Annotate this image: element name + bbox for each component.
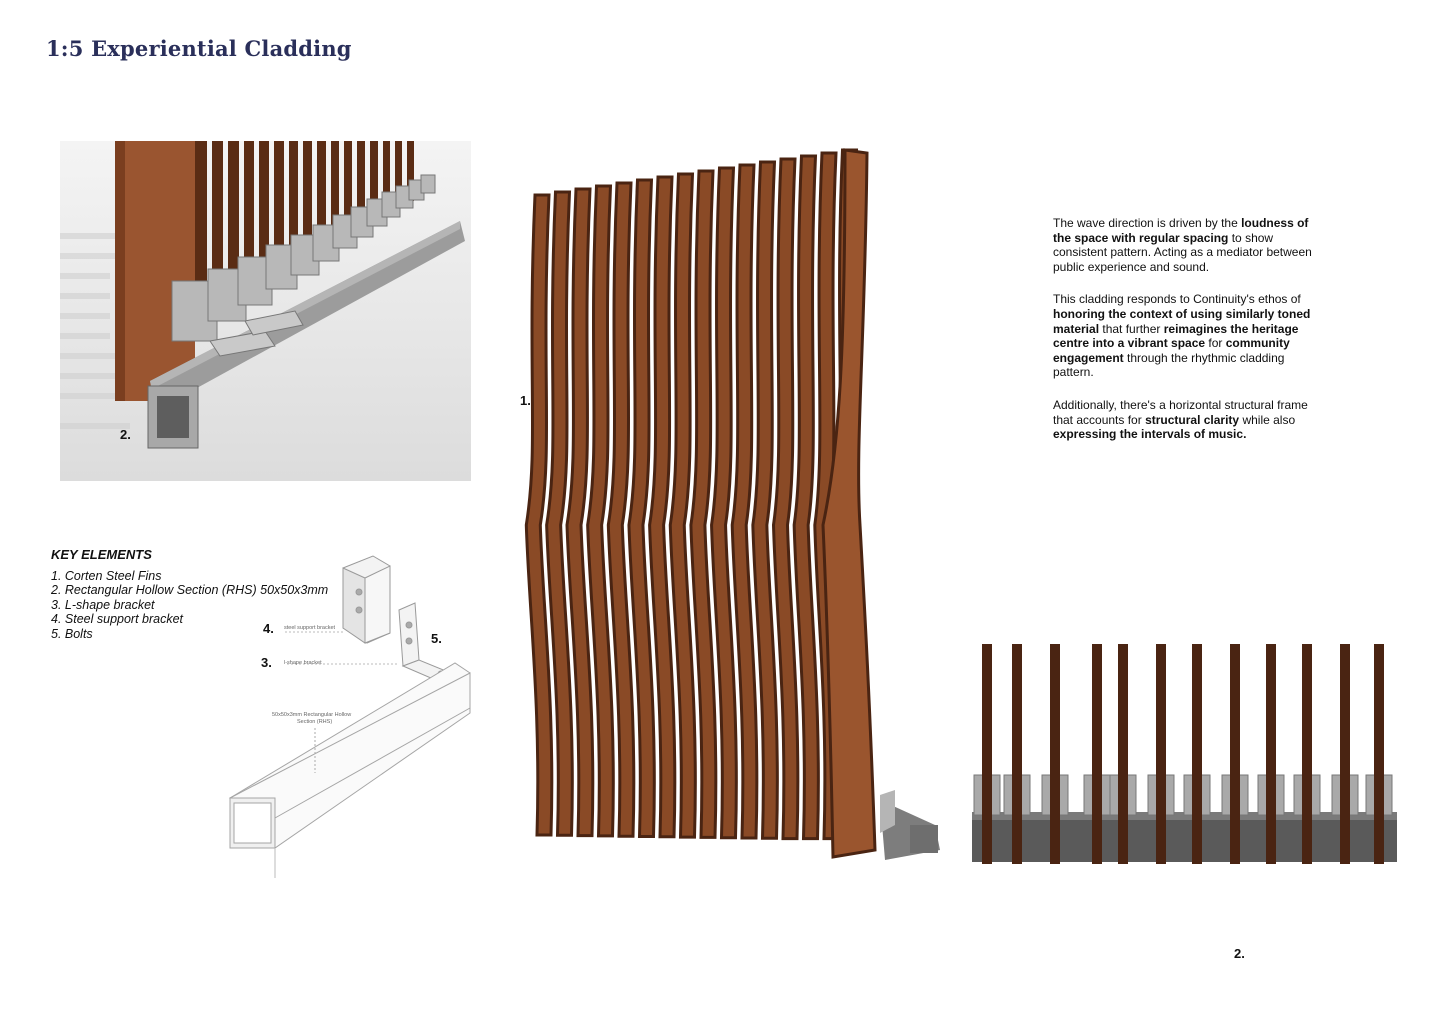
wave-cladding-render: [515, 145, 945, 865]
p2-run: that further: [1099, 321, 1164, 336]
bracket-detail-illustration: [60, 141, 471, 481]
strip-fin: [1230, 644, 1240, 864]
bracket-detail-photo: [60, 141, 471, 481]
rhs-section-drawing: [230, 663, 470, 878]
p3-run: Additionally, there's a horizontal structural frame that accounts for: [1053, 397, 1308, 427]
strip-fin: [1302, 644, 1312, 864]
page-title: 1:5 Experiential Cladding: [46, 36, 352, 61]
key-item-2: 2. Rectangular Hollow Section (RHS) 50x50x3mm: [51, 583, 329, 597]
p2-run: community engagement: [1053, 336, 1290, 365]
strip-fin: [1092, 644, 1102, 864]
key-item-3: 3. L-shape bracket: [51, 597, 155, 612]
steel-support-bracket-drawing: [343, 556, 390, 643]
photo-label: 2.: [120, 427, 131, 442]
description-text: [1053, 216, 1313, 460]
description-paragraph-1: [1053, 216, 1313, 274]
p1-run: The wave direction is driven by the: [1053, 216, 1242, 230]
p2-run: for: [1205, 336, 1226, 351]
diagram-note-3: l-shape bracket: [284, 660, 322, 666]
p2-run: through the rhythmic cladding pattern.: [1053, 350, 1285, 380]
diagram-note-rhs-2: Section (RHS): [297, 719, 333, 725]
diagram-note-4: steel support bracket: [284, 625, 336, 631]
elevation-strip-photo: [972, 640, 1397, 870]
key-elements-heading: KEY ELEMENTS: [51, 547, 152, 562]
diagram-label-4: 4.: [263, 621, 274, 636]
bracket-exploded-diagram: [225, 548, 475, 878]
page-number: 2.: [1234, 946, 1245, 961]
key-item-4: 4. Steel support bracket: [51, 612, 184, 626]
diagram-note-rhs-1: 50x50x3mm Rectangular Hollow: [272, 712, 352, 718]
p3-run: expressing the intervals of music: [1053, 427, 1244, 442]
p3-run: while also: [1239, 412, 1296, 427]
strip-fin: [982, 644, 992, 864]
p2-run: honoring the context of using similarly toned material: [1053, 306, 1311, 336]
render-label: 1.: [520, 393, 531, 408]
p1-run: to show consistent pattern. Acting as a mediator between public experience and sound.: [1053, 230, 1312, 274]
strip-fin: [1374, 644, 1384, 864]
p2-run: reimagines the heritage centre into a vibrant space: [1053, 321, 1299, 351]
strip-fin: [1156, 644, 1166, 864]
description-paragraph-2: [1053, 292, 1313, 380]
diagram-label-3: 3.: [261, 655, 272, 670]
diagram-label-5: 5.: [431, 631, 442, 646]
description-paragraph-3: [1053, 398, 1313, 442]
p3-run: structural clarity: [1145, 412, 1240, 427]
key-item-1: 1. Corten Steel Fins: [51, 568, 162, 583]
strip-fin: [1118, 644, 1128, 864]
strip-fin: [1050, 644, 1060, 864]
p2-run: This cladding responds to Continuity's ethos of: [1053, 292, 1301, 307]
key-item-5: 5. Bolts: [51, 626, 93, 641]
strip-fin: [1192, 644, 1202, 864]
strip-fin: [1266, 644, 1276, 864]
p3-run: .: [1243, 427, 1247, 442]
p1-run: loudness of the space with regular spacing: [1053, 216, 1309, 245]
strip-fin: [1012, 644, 1022, 864]
strip-fin: [1340, 644, 1350, 864]
